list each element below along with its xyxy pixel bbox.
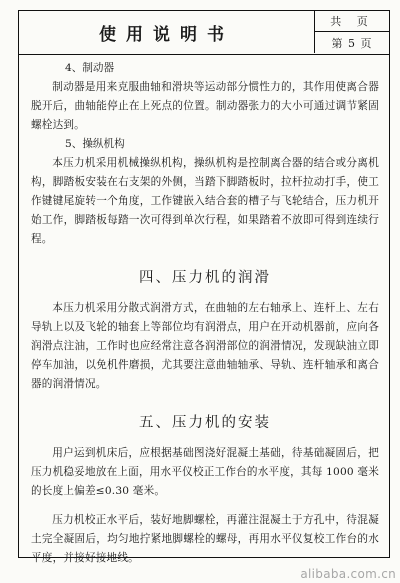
installation-paragraph-1: 用户运到机床后，应根据基础图浇好混凝土基础，待基础凝固后，把压力机稳妥地放在上面，用水平仪校正工作台的水平度，其每 1000 毫米的长度上偏差≤0.30 毫米。 bbox=[31, 447, 379, 497]
brake-paragraph: 制动器是用来克服曲轴和滑块等运动部分惯性力的，其作用使离合器脱开后，曲轴能停止在上死点的位置。制动器张力的大小可通过调节紧固螺栓达到。 bbox=[31, 81, 379, 131]
page-number-box bbox=[315, 11, 389, 53]
lubrication-paragraph: 本压力机采用分散式润滑方式，在曲轴的左右轴承上、连杆上、左右导轨上以及飞轮的轴套上等部位均有润滑点，用户在开动机器前，应向各润滑点注油，工作时也应经常注意各润滑部位的润滑情况，发现缺油立即停车加油，以免机件磨损，尤其要注意曲轴轴承、导轨、连杆轴承和离合器的润滑情况。 bbox=[31, 302, 379, 390]
document-body bbox=[19, 59, 389, 568]
control-paragraph: 本压力机采用机械操纵机构，操纵机构是控制离合器的结合或分离机构，脚踏板安装在右支架的外侧，当踏下脚踏板时，拉杆拉动打手，使工作键键尾旋转一个角度，工作键嵌入结合套的槽子与飞轮结合，压力机开始工作，脚踏板每踏一次可得到单次行程，如果踏着不放即可得到连续行程。 bbox=[31, 157, 379, 245]
site-watermark: alibaba.com.cn bbox=[300, 567, 396, 581]
document-frame bbox=[18, 10, 390, 564]
lubrication-title: 四、压力机的润滑 bbox=[139, 270, 271, 286]
installation-paragraph-2: 压力机校正水平后，装好地脚螺栓，再灌注混凝土于方孔中，待混凝土完全凝固后，均匀地拧紧地脚螺栓的螺母，再用水平仪复校工作台的水平度，并接好接地线。 bbox=[31, 514, 379, 564]
control-heading: 5、操纵机构 bbox=[65, 138, 125, 150]
total-pages-label: 共 页 bbox=[315, 11, 389, 32]
document-title: 使用说明书 bbox=[19, 11, 315, 53]
brake-heading: 4、制动器 bbox=[65, 62, 115, 74]
document-header bbox=[19, 11, 389, 55]
current-page-label: 第 5 页 bbox=[331, 36, 373, 50]
installation-title: 五、压力机的安装 bbox=[139, 415, 271, 431]
